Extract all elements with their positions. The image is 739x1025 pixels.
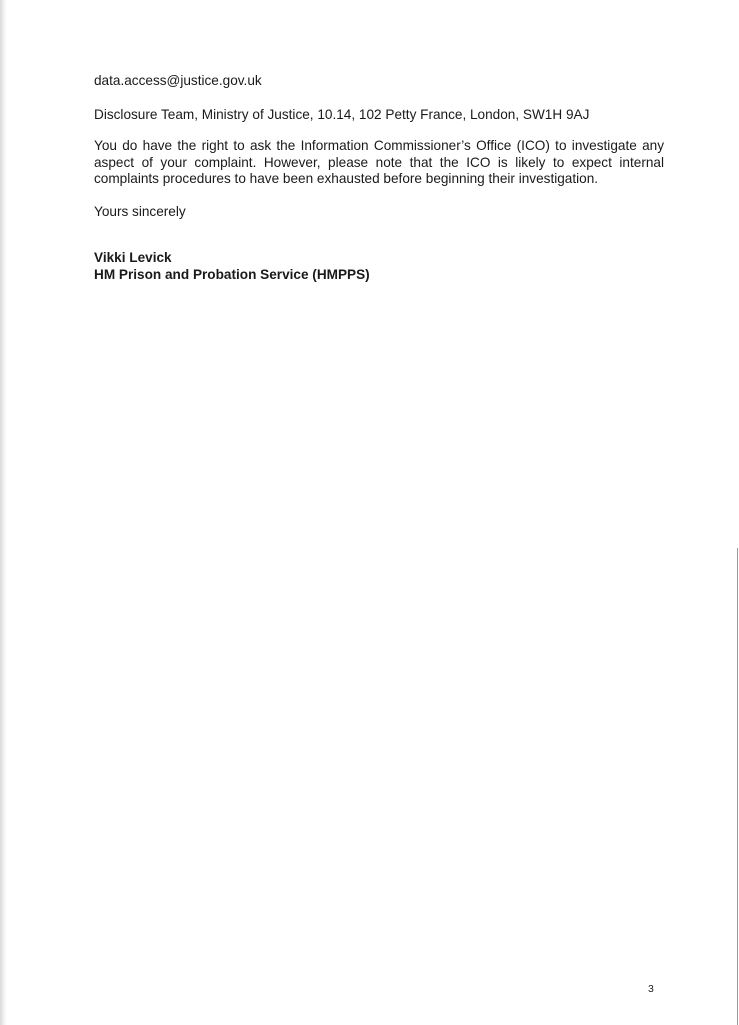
letter-body [94, 73, 664, 283]
signatory-name: Vikki Levick [94, 250, 172, 265]
signatory-organisation: HM Prison and Probation Service (HMPPS) [94, 266, 370, 282]
page-edge-shadow [0, 0, 7, 1025]
closing-salutation: Yours sincerely [94, 203, 186, 219]
contact-address: Disclosure Team, Ministry of Justice, 10.14, 102 Petty France, London, SW1H 9AJ [94, 106, 590, 122]
page-edge-divider [737, 548, 738, 1025]
ico-paragraph: You do have the right to ask the Information Commissioner’s Office (ICO) to investigate any aspect of your complaint. However, please note that the ICO is likely to expect internal complaints procedures to have been exhausted before beginning their investigation. [94, 138, 664, 186]
contact-email: data.access@justice.gov.uk [94, 73, 262, 88]
page-number: 3 [648, 983, 654, 995]
